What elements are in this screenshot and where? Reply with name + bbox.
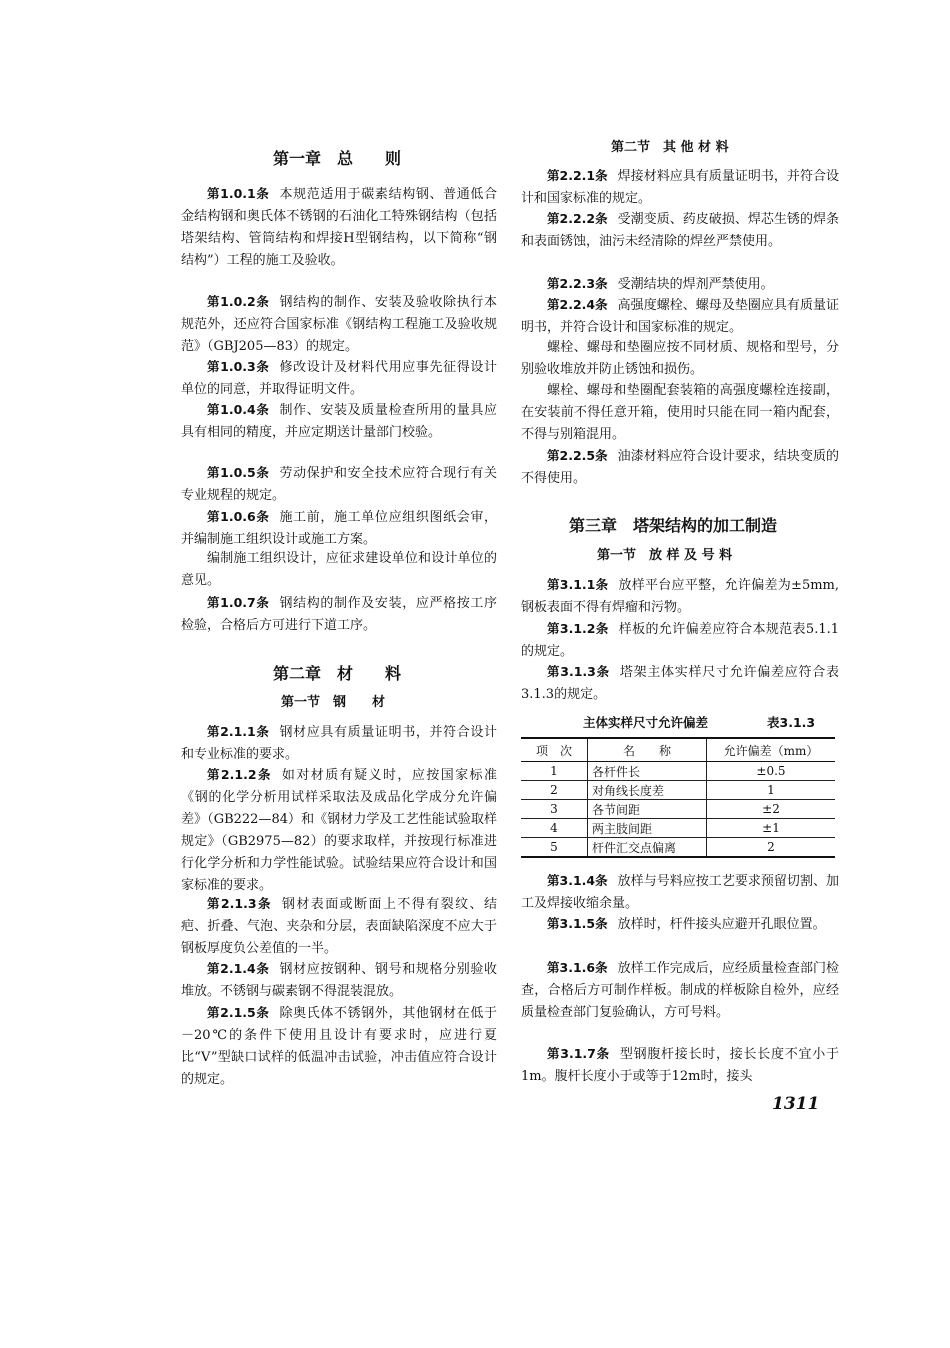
clause-number: 第2.2.4条 [547, 297, 608, 312]
clause-number: 第2.2.3条 [547, 276, 608, 291]
cell-item-no: 3 [521, 800, 588, 819]
clause-text: 塔架主体实样尺寸允许偏差应符合表3.1.3的规定。 [521, 665, 839, 702]
cell-name: 各杆件长 [588, 762, 707, 781]
clause-text: 钢材应具有质量证明书，并符合设计和专业标准的要求。 [181, 725, 497, 762]
table-row [521, 762, 835, 781]
clause-number: 第1.0.4条 [207, 402, 270, 417]
clause-number: 第1.0.2条 [207, 294, 270, 309]
cell-tolerance: 2 [707, 838, 836, 858]
clause-text: 钢材应按钢种、钢号和规格分别验收堆放。不锈钢与碳素钢不得混装混放。 [181, 962, 497, 999]
tolerance-table [521, 737, 835, 858]
clause-number: 第3.1.6条 [547, 960, 608, 975]
clause-number: 第3.1.3条 [547, 664, 610, 679]
clause-text: 放样时，杆件接头应避开孔眼位置。 [617, 917, 826, 932]
chapter1-title: 第一章 总 则 [273, 149, 402, 168]
clause-2-1-2 [181, 764, 497, 897]
clause-number: 第1.0.3条 [207, 359, 270, 374]
page-number: 1311 [772, 1094, 820, 1114]
cell-tolerance: ±1 [707, 819, 836, 838]
header-item-no: 项 次 [521, 738, 588, 762]
clause-3-1-6 [521, 957, 839, 1024]
clause-number: 第3.1.7条 [547, 1046, 610, 1061]
header-tolerance: 允许偏差（mm） [707, 738, 836, 762]
clause-text: 钢结构的制作及安装，应严格按工序检验，合格后方可进行下道工序。 [181, 596, 497, 633]
clause-3-1-5 [521, 913, 839, 936]
clause-text: 本规范适用于碳素结构钢、普通低合金结构钢和奥氏体不锈钢的石油化工特殊钢结构（包括塔架结构、管筒结构和焊接H型钢结构，以下简称“钢结构”）工程的施工及验收。 [181, 187, 497, 268]
table-row [521, 800, 835, 819]
clause-2-2-4-continued-1: 螺栓、螺母和垫圈应按不同材质、规格和型号，分别验收堆放并防止锈蚀和损伤。 [521, 340, 839, 377]
clause-text: 受潮变质、药皮破损、焊芯生锈的焊条和表面锈蚀，油污未经清除的焊丝严禁使用。 [521, 212, 839, 249]
clause-text: 放样工作完成后，应经质量检查部门检查，合格后方可制作样板。制成的样板除自检外，应经质量检查部门复验确认，方可号料。 [521, 961, 839, 1020]
header-name: 名 称 [588, 738, 707, 762]
cell-tolerance: 1 [707, 781, 836, 800]
clause-number: 第2.1.1条 [207, 724, 270, 739]
cell-item-no: 2 [521, 781, 588, 800]
cell-name: 杆件汇交点偏离 [588, 838, 707, 858]
clause-3-1-1 [521, 574, 839, 619]
clause-text: 劳动保护和安全技术应符合现行有关专业规程的规定。 [181, 466, 497, 503]
clause-text: 型钢腹杆接长时，接长长度不宜小于1m。腹杆长度小于或等于12m时，接头 [521, 1047, 839, 1084]
clause-3-1-7 [521, 1043, 839, 1088]
cell-name: 对角线长度差 [588, 781, 707, 800]
clause-2-2-3 [521, 273, 839, 296]
clause-text: 如对材质有疑义时，应按国家标准《钢的化学分析用试样采取法及成品化学成分允许偏差》（GB222—84）和《钢材力学及工艺性能试验取样规定》（GB2975—82）的要求取样，并按现行标准进行化学分析和力学性能试验。试验结果应符合设计和国家标准的要求。 [181, 768, 497, 893]
section-3-1-title: 第一节 放 样 及 号 料 [597, 548, 733, 563]
cell-item-no: 5 [521, 838, 588, 858]
clause-2-2-5 [521, 445, 839, 490]
clause-number: 第1.0.6条 [207, 509, 270, 524]
clause-text: 钢材表面或断面上不得有裂纹、结疤、折叠、气泡、夹杂和分层，表面缺陷深度不应大于钢板厚度负公差值的一半。 [181, 897, 497, 956]
table-title: 主体实样尺寸允许偏差 [583, 715, 709, 730]
clause-number: 第1.0.1条 [207, 186, 270, 201]
cell-name: 两主肢间距 [588, 819, 707, 838]
section-2-2-title: 第二节 其 他 材 料 [611, 140, 729, 155]
section-2-1-title: 第一节 钢 材 [281, 695, 386, 710]
clause-text: 放样平台应平整，允许偏差为±5mm,钢板表面不得有焊瘤和污物。 [521, 578, 840, 615]
clause-1-0-1 [181, 183, 497, 272]
clause-1-0-2 [181, 291, 497, 358]
clause-number: 第1.0.5条 [207, 465, 270, 480]
clause-number: 第3.1.1条 [547, 577, 609, 592]
clause-text: 放样与号料应按工艺要求预留切割、加工及焊接收缩余量。 [521, 874, 839, 911]
clause-number: 第2.1.3条 [207, 896, 272, 911]
clause-2-1-4 [181, 958, 497, 1003]
clause-number: 第3.1.2条 [547, 621, 609, 636]
clause-number: 第3.1.4条 [547, 873, 608, 888]
clause-number: 第2.2.2条 [547, 211, 608, 226]
clause-2-2-4-continued-2: 螺栓、螺母和垫圈配套装箱的高强度螺栓连接副，在安装前不得任意开箱，使用时只能在同一箱内配套，不得与别箱混用。 [521, 383, 839, 442]
clause-number: 第1.0.7条 [207, 595, 270, 610]
chapter3-title: 第三章 塔架结构的加工制造 [569, 516, 778, 535]
clause-text: 修改设计及材料代用应事先征得设计单位的同意，并取得证明文件。 [181, 360, 497, 397]
clause-2-1-1 [181, 721, 497, 766]
clause-text: 制作、安装及质量检查所用的量具应具有相同的精度，并应定期送计量部门校验。 [181, 403, 497, 440]
table-number: 表3.1.3 [767, 715, 816, 730]
clause-number: 第2.1.2条 [207, 767, 272, 782]
clause-text: 油漆材料应符合设计要求，结块变质的不得使用。 [521, 449, 839, 486]
clause-number: 第3.1.5条 [547, 916, 608, 931]
cell-tolerance: ±2 [707, 800, 836, 819]
clause-text: 高强度螺栓、螺母及垫圈应具有质量证明书，并符合设计和国家标准的规定。 [521, 298, 839, 335]
clause-1-0-6 [181, 506, 497, 551]
table-row [521, 781, 835, 800]
clause-3-1-3 [521, 661, 839, 706]
clause-3-1-4 [521, 870, 839, 915]
clause-2-1-5 [181, 1002, 497, 1091]
table-row [521, 819, 835, 838]
clause-number: 第2.1.5条 [207, 1005, 270, 1020]
table-header-row [521, 738, 835, 762]
clause-text: 除奥氏体不锈钢外，其他钢材在低于－20℃的条件下使用且设计有要求时，应进行夏比“V”型缺口试样的低温冲击试验，冲击值应符合设计的规定。 [181, 1006, 497, 1087]
cell-tolerance: ±0.5 [707, 762, 836, 781]
cell-item-no: 1 [521, 762, 588, 781]
clause-1-0-7 [181, 592, 497, 637]
clause-1-0-3 [181, 356, 497, 401]
clause-1-0-5 [181, 462, 497, 507]
clause-number: 第2.2.5条 [547, 448, 608, 463]
clause-number: 第2.2.1条 [547, 168, 608, 183]
clause-number: 第2.1.4条 [207, 961, 270, 976]
clause-text: 受潮结块的焊剂严禁使用。 [617, 277, 774, 292]
clause-1-0-6-continued: 编制施工组织设计，应征求建设单位和设计单位的意见。 [181, 551, 497, 588]
clause-2-2-1 [521, 165, 839, 210]
clause-text: 施工前，施工单位应组织图纸会审，并编制施工组织设计或施工方案。 [181, 510, 497, 547]
clause-text: 样板的允许偏差应符合本规范表5.1.1的规定。 [521, 622, 840, 659]
chapter2-title: 第二章 材 料 [273, 664, 402, 683]
clause-2-2-2 [521, 208, 839, 253]
cell-item-no: 4 [521, 819, 588, 838]
clause-text: 焊接材料应具有质量证明书，并符合设计和国家标准的规定。 [521, 169, 839, 206]
clause-text: 钢结构的制作、安装及验收除执行本规范外，还应符合国家标准《钢结构工程施工及验收规范》（GBJ205—83）的规定。 [181, 295, 497, 354]
cell-name: 各节间距 [588, 800, 707, 819]
clause-2-1-3 [181, 893, 497, 960]
clause-2-2-4 [521, 294, 839, 339]
clause-3-1-2 [521, 618, 839, 663]
table-row [521, 838, 835, 858]
clause-1-0-4 [181, 399, 497, 444]
